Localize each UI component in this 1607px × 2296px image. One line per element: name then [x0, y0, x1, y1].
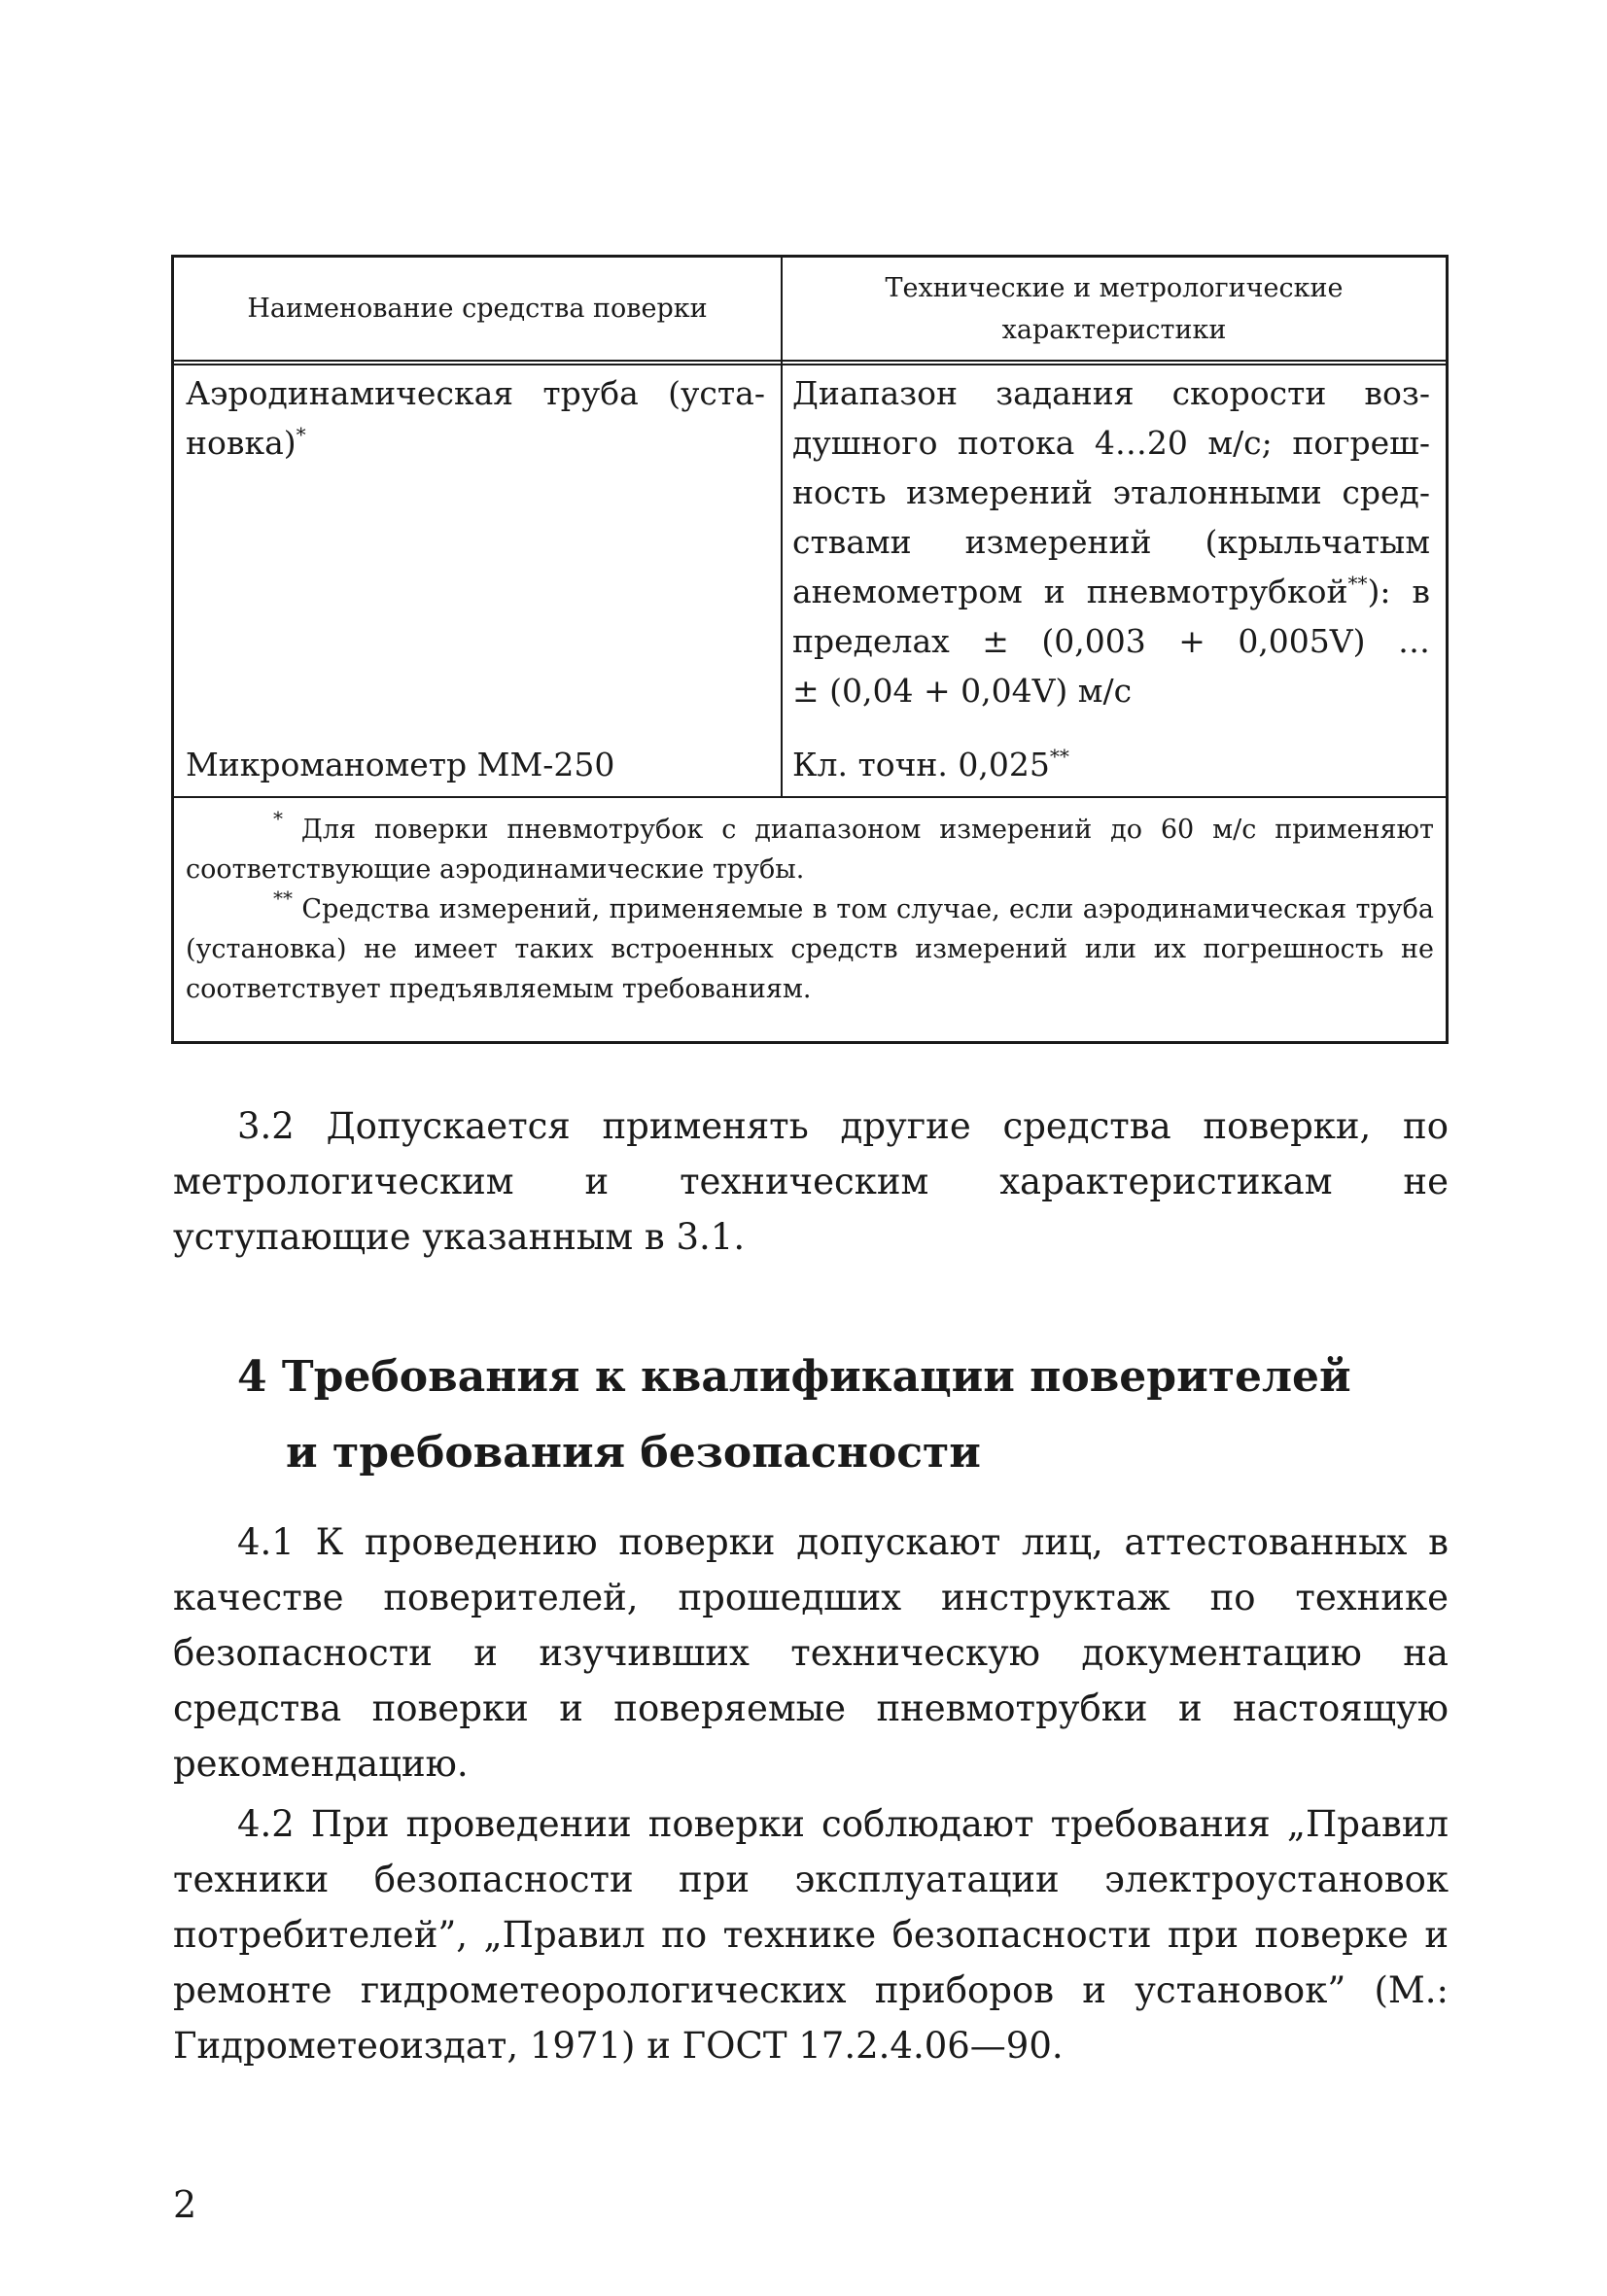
row1-name-line: новка)	[186, 424, 297, 462]
footnote-mark: **	[1347, 572, 1368, 595]
spec-text: ): в	[1367, 573, 1431, 610]
footnote-mark: *	[296, 423, 306, 446]
heading-line: и требования безопасности	[286, 1428, 981, 1478]
spec-text: Кл. точн. 0,025	[792, 746, 1050, 783]
note-text: Средства измерений, применяемые в том случае, если аэродинамическая труба (установка) не имеет таких встроенных средств измерений или их погрешность не соответствует предъявляемым требованиям.	[186, 894, 1434, 1004]
row1-name-line: Аэродинамическая труба (уста-	[186, 374, 765, 412]
heading-line: 4 Требования к квалификации поверителей	[237, 1352, 1351, 1402]
row1-spec-line: ± (0,04 + 0,04V) м/с	[792, 672, 1133, 710]
note-1	[186, 807, 1434, 889]
notes-divider	[174, 796, 1446, 798]
row1-spec	[792, 368, 1430, 715]
row1-spec-line: Диапазон задания скорости воз-	[792, 374, 1430, 412]
verification-means-table	[171, 255, 1449, 1044]
footnote-mark: **	[1049, 745, 1069, 768]
header-name-column: Наименование средства поверки	[247, 294, 708, 324]
row1-spec-line: душного потока 4…20 м/с; погреш-	[792, 424, 1430, 462]
footnote-mark: **	[273, 887, 293, 910]
header-divider	[174, 360, 1446, 365]
table-header	[174, 258, 1446, 360]
row2-name: Микроманометр ММ-250	[186, 746, 615, 783]
column-divider	[781, 258, 783, 798]
row1-spec-line: ность измерений эталонными сред-	[792, 473, 1430, 511]
paragraph-4-2: 4.2 При проведении поверки соблюдают требования „Правил техники безопасности при эксплуатации электроустановок потребителей”, „Правил по технике безопасности при поверке и ремонте гидрометеорологических приборов и установок” (М.: Гидрометеоиздат, 1971) и ГОСТ 17.2.4.06—90.	[173, 1803, 1449, 2067]
note-text: Для поверки пневмотрубок с диапазоном измерений до 60 м/с применяют соответствующие аэродинамические трубы.	[186, 815, 1434, 885]
row1-spec-line	[792, 567, 1430, 616]
paragraph-4-1: 4.1 К проведению поверки допускают лиц, аттестованных в качестве поверителей, прошедших инструктаж по технике безопасности и изучивших техническую документацию на средства поверки и поверяемые пневмотрубки и настоящую рекомендацию.	[173, 1521, 1449, 1785]
page-number: 2	[173, 2183, 197, 2226]
section-heading-4	[237, 1339, 1351, 1491]
table-notes	[186, 807, 1434, 1009]
row2-spec	[792, 740, 1430, 789]
row1-name	[186, 368, 765, 468]
paragraph-3-2: 3.2 Допускается применять другие средства поверки, по метрологическим и техническим характеристикам не уступающие указанным в 3.1.	[173, 1105, 1449, 1258]
note-2	[186, 889, 1434, 1009]
row1-spec-line: пределах ± (0,003 + 0,005V) …	[792, 622, 1430, 660]
footnote-mark: *	[273, 807, 283, 830]
header-spec-column: Технические и метрологические характеристики	[885, 272, 1344, 345]
row1-spec-line: ствами измерений (крыльчатым	[792, 523, 1430, 561]
spec-text: анемометром и пневмотрубкой	[792, 573, 1348, 610]
